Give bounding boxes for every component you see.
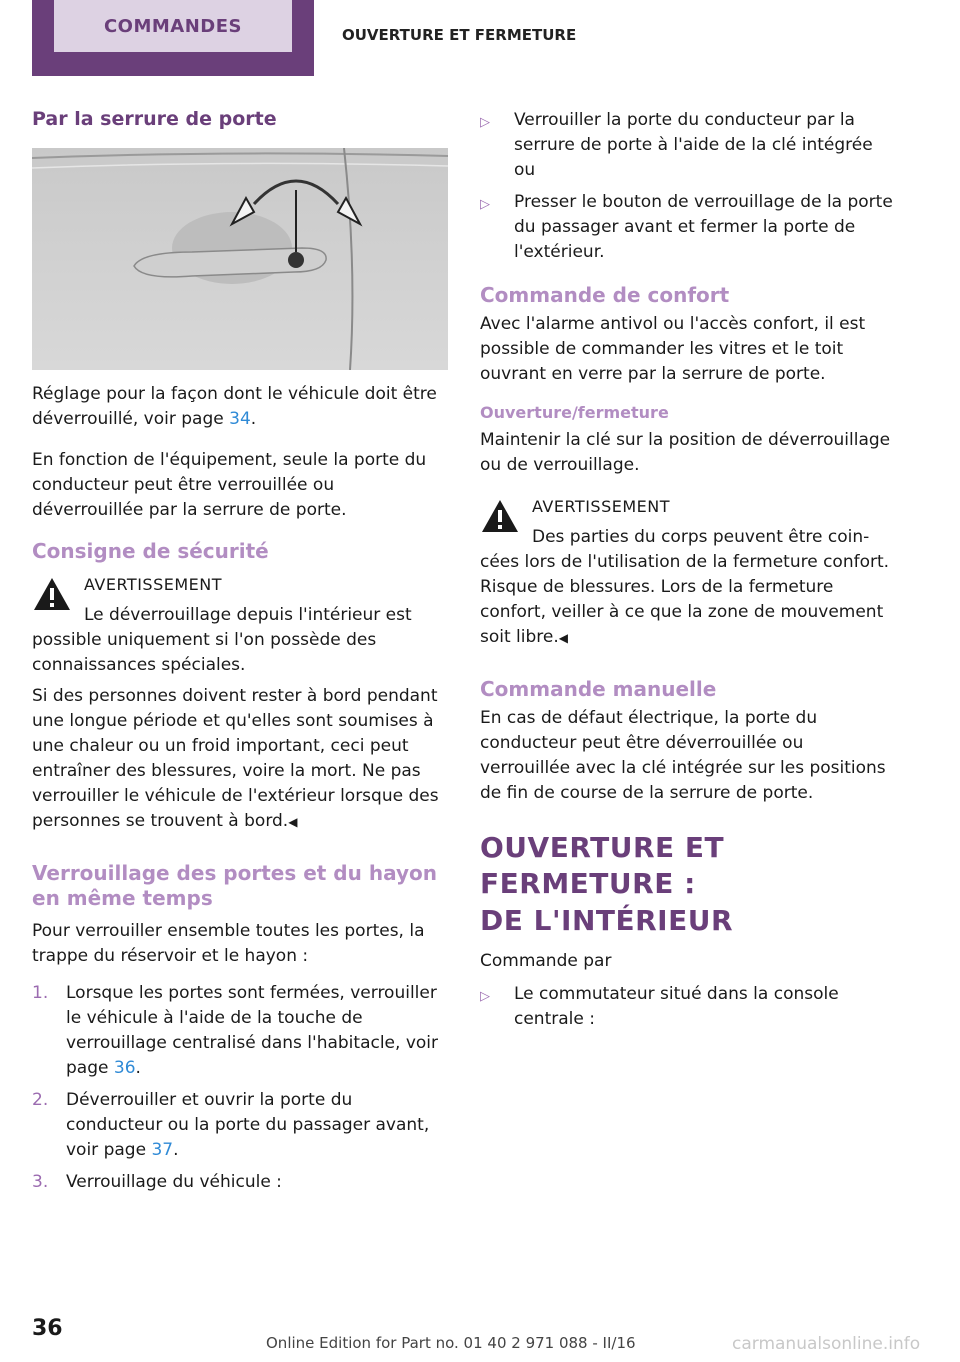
page-number: 36 xyxy=(32,1316,63,1341)
lock-options-list xyxy=(480,108,896,265)
lock-heading: Par la serrure de porte xyxy=(32,108,277,130)
inside-heading: OUVERTURE ET FERMETURE : DE L'INTÉRIEUR xyxy=(480,831,734,937)
lock-all-intro: Pour verrouiller ensemble toutes les portes, la trappe du réservoir et le hayon : xyxy=(32,921,425,966)
chapter-tab-label: COMMANDES xyxy=(54,0,292,52)
page-link-36[interactable]: 36 xyxy=(113,1058,136,1078)
warning-title-1: AVERTISSEMENT xyxy=(84,575,222,594)
page-link-37[interactable]: 37 xyxy=(151,1140,174,1160)
end-mark: ◀ xyxy=(288,815,298,829)
comfort-text: Avec l'alarme antivol ou l'accès confort, il est possible de commander les vitres et le toit ouvrant en verre par la serrure de porte. xyxy=(480,314,866,384)
step-item: 2. Déverrouiller et ouvrir la porte du conducteur ou la porte du passager avant, voir page 37. xyxy=(32,1090,430,1160)
manual-heading: Commande manuelle xyxy=(480,677,717,701)
warning-title-2: AVERTISSEMENT xyxy=(532,497,670,516)
chapter-tab xyxy=(32,0,314,76)
equipment-text: En fonction de l'équipement, seule la porte du conducteur peut être verrouillée ou déverrouillée par la serrure de porte. xyxy=(32,450,427,520)
warning-text-1-more: Si des personnes doivent rester à bord pendant une longue période et qu'elles sont soumises à une chaleur ou un froid important, ceci peut entraîner des blessures, voire la mort. Ne pas verrouiller le véhicule de l'extérieur lorsque des personnes se trouvent à bord.◀ xyxy=(32,686,439,831)
open-close-heading: Ouverture/fermeture xyxy=(480,403,669,422)
lock-steps xyxy=(32,981,448,1195)
bullet-item: ▷ Le commutateur situé dans la console centrale : xyxy=(480,984,839,1030)
warning-block-2 xyxy=(480,494,896,651)
warning-icon xyxy=(32,576,72,612)
end-mark: ◀ xyxy=(558,631,569,645)
command-by-text: Commande par xyxy=(480,951,612,972)
warning-text-1-line: Le déverrouillage depuis l'intérieur est xyxy=(84,605,412,625)
bullet-item: ▷ Presser le bouton de verrouillage de la porte du passager avant et fermer la porte de l'extérieur. xyxy=(480,192,893,262)
warning-text-1-rest: possible uniquement si l'on possède des connaissances spéciales. xyxy=(32,630,377,675)
step-item: 1. Lorsque les portes sont fermées, verrouiller le véhicule à l'aide de la touche de verrouillage centralisé dans l'habitacle, voir page 36. xyxy=(32,983,438,1078)
triangle-bullet-icon: ▷ xyxy=(480,197,490,212)
command-list xyxy=(480,982,896,1032)
triangle-bullet-icon: ▷ xyxy=(480,989,490,1005)
warning-text-2-rest: cées lors de l'utilisation de la fermeture confort. Risque de blessures. Lors de la fermeture confort, veiller à ce que la zone de mouvement soit libre. xyxy=(480,552,890,647)
open-close-text: Maintenir la clé sur la position de déverrouillage ou de verrouillage. xyxy=(480,430,891,475)
triangle-bullet-icon: ▷ xyxy=(480,115,490,130)
bullet-item: ▷ Verrouiller la porte du conducteur par la serrure de porte à l'aide de la clé intégrée ou xyxy=(480,110,873,180)
door-handle-illustration xyxy=(32,148,448,370)
page-link-34[interactable]: 34 xyxy=(229,409,251,429)
left-column xyxy=(32,108,448,1205)
warning-text-2-line: Des parties du corps peuvent être coin- xyxy=(532,527,870,547)
section-title: OUVERTURE ET FERMETURE xyxy=(342,26,577,44)
edition-footer: Online Edition for Part no. 01 40 2 971 088 - II/16 xyxy=(266,1334,636,1352)
safety-heading: Consigne de sécurité xyxy=(32,539,269,563)
step-item: 3. Verrouillage du véhicule : xyxy=(32,1172,282,1192)
comfort-heading: Commande de confort xyxy=(480,283,730,307)
warning-icon xyxy=(480,498,520,534)
warning-block-1 xyxy=(32,572,448,678)
unlock-setting-text: Réglage pour la façon dont le véhicule doit être déverrouillé, voir page 34. xyxy=(32,384,437,429)
right-column xyxy=(480,108,896,1042)
lock-all-heading: Verrouillage des portes et du hayon en même temps xyxy=(32,861,437,910)
manual-text: En cas de défaut électrique, la porte du conducteur peut être déverrouillée ou verrouillée avec la clé intégrée sur les positions de fin de course de la serrure de porte. xyxy=(480,708,886,803)
watermark: carmanualsonline.info xyxy=(732,1334,921,1354)
